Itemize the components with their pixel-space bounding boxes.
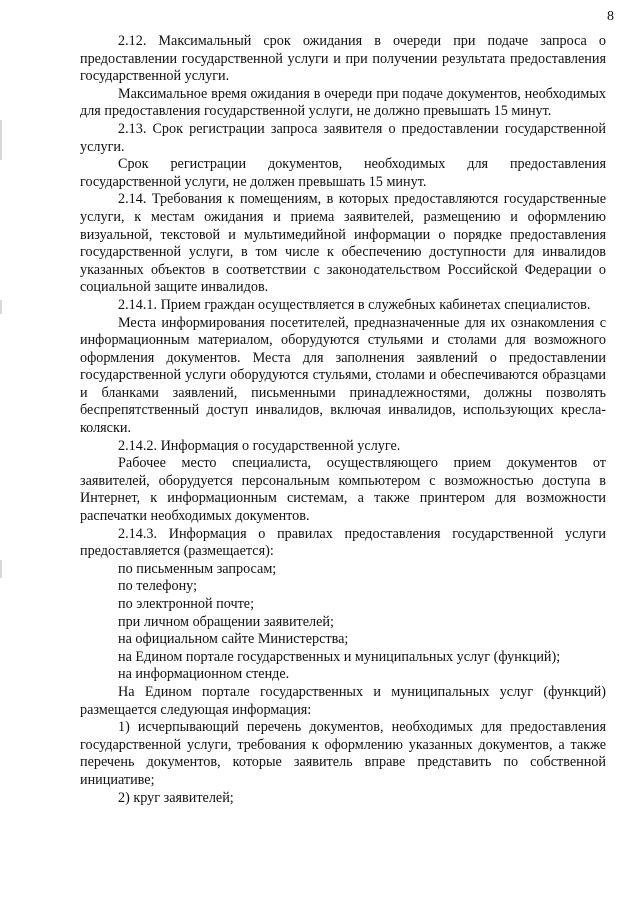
paragraph: при личном обращении заявителей; [118, 613, 334, 630]
paragraph: Рабочее место специалиста, осуществляющего прием документов от заявителей, оборудуется персональным компьютером с возможностью доступа в Интернет, к информационным системам, а также принтером для возможности распечатки необходимых документов. [80, 455, 606, 525]
scan-edge-mark [0, 120, 2, 160]
paragraph: на информационном стенде. [118, 666, 290, 683]
paragraph: на Едином портале государственных и муниципальных услуг (функций); [118, 648, 561, 665]
paragraph: на официальном сайте Министерства; [118, 631, 349, 648]
document-body [80, 33, 606, 807]
paragraph: 2.14.3. Информация о правилах предоставления государственной услуги предоставляется (размещается): [80, 525, 606, 560]
paragraph: 2) круг заявителей; [118, 789, 234, 806]
paragraph: Срок регистрации документов, необходимых для предоставления государственной услуги, не должен превышать 15 минут. [80, 156, 606, 190]
paragraph: 2.14. Требования к помещениям, в которых предоставляются государственные услуги, к местам ожидания и приема заявителей, размещению и оформлению визуальной, текстовой и мультимедийной информации о порядке предоставления государственной услуги, в том числе к обеспечению доступности для инвалидов указанных объектов в соответствии с законодательством Российской Федерации о социальной защите инвалидов. [80, 191, 606, 296]
paragraph: Места информирования посетителей, предназначенные для их ознакомления с информационным материалом, оборудуются стульями и столами для возможного оформления документов. Места для заполнения заявлений о предоставлении государственной услуги оборудуются стульями, столами и обеспечиваются образцами и бланками заявлений, письменными принадлежностями, должны позволять беспрепятственный доступ инвалидов, включая инвалидов, использующих кресла-коляски. [80, 314, 606, 437]
paragraph: по письменным запросам; [118, 560, 277, 577]
scan-edge-mark [0, 300, 2, 314]
paragraph: по телефону; [118, 578, 198, 595]
paragraph: 2.14.2. Информация о государственной услуге. [118, 437, 401, 454]
paragraph: 2.13. Срок регистрации запроса заявителя о предоставлении государственной услуги. [80, 120, 606, 155]
scan-edge-mark [0, 560, 2, 578]
paragraph: 2.14.1. Прием граждан осуществляется в служебных кабинетах специалистов. [118, 296, 591, 313]
paragraph: На Едином портале государственных и муниципальных услуг (функций) размещается следующая информация: [80, 683, 606, 718]
paragraph: 1) исчерпывающий перечень документов, необходимых для предоставления государственной услуги, требования к оформлению указанных документов, а также перечень документов, которые заявитель вправе представить по собственной инициативе; [80, 719, 606, 788]
paragraph: Максимальное время ожидания в очереди при подаче документов, необходимых для предоставления государственной услуги, не должно превышать 15 минут. [80, 85, 606, 120]
page-number: 8 [607, 9, 614, 24]
paragraph: 2.12. Максимальный срок ожидания в очереди при подаче запроса о предоставлении государственной услуги и при получении результата предоставления государственной услуги. [80, 33, 606, 85]
paragraph: по электронной почте; [118, 596, 255, 612]
